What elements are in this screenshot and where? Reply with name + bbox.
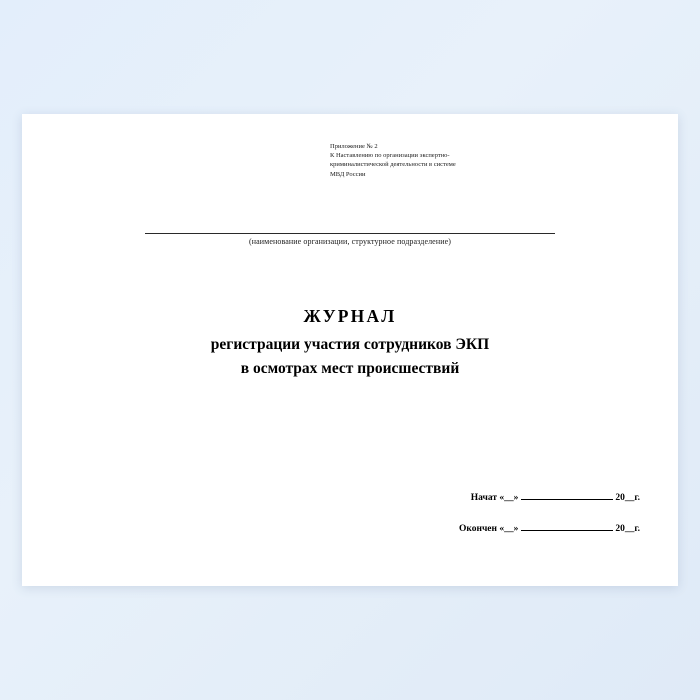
started-date-row bbox=[459, 490, 640, 503]
organization-caption: (наименование организации, структурное подразделение) bbox=[248, 237, 452, 246]
started-year: 20__г. bbox=[615, 493, 640, 504]
organization-block bbox=[22, 233, 678, 246]
annex-line-1: Приложение № 2 bbox=[330, 143, 378, 150]
finished-year: 20__г. bbox=[615, 523, 640, 534]
finished-fill-line bbox=[521, 521, 613, 531]
finished-date-row bbox=[459, 521, 640, 534]
started-label: Начат «__» bbox=[470, 493, 519, 504]
page-subtitle-line-2: в осмотрах мест происшествий bbox=[240, 359, 460, 377]
page-title: ЖУРНАЛ bbox=[303, 306, 397, 326]
document-title-block bbox=[22, 306, 678, 380]
organization-fill-line bbox=[145, 233, 555, 234]
annex-line-4: МВД России bbox=[330, 170, 366, 178]
annex-line-2: К Наставлению по организации экспертно- bbox=[330, 152, 450, 160]
annex-line-3: криминалистической деятельности в системе bbox=[330, 161, 456, 169]
finished-label: Окончен «__» bbox=[458, 523, 519, 534]
document-page-content bbox=[22, 114, 678, 586]
document-page bbox=[22, 114, 678, 586]
started-fill-line bbox=[521, 490, 613, 500]
page-subtitle-line-1: регистрации участия сотрудников ЭКП bbox=[210, 336, 490, 353]
annex-reference-block bbox=[330, 142, 650, 179]
date-fields-block bbox=[459, 490, 640, 534]
